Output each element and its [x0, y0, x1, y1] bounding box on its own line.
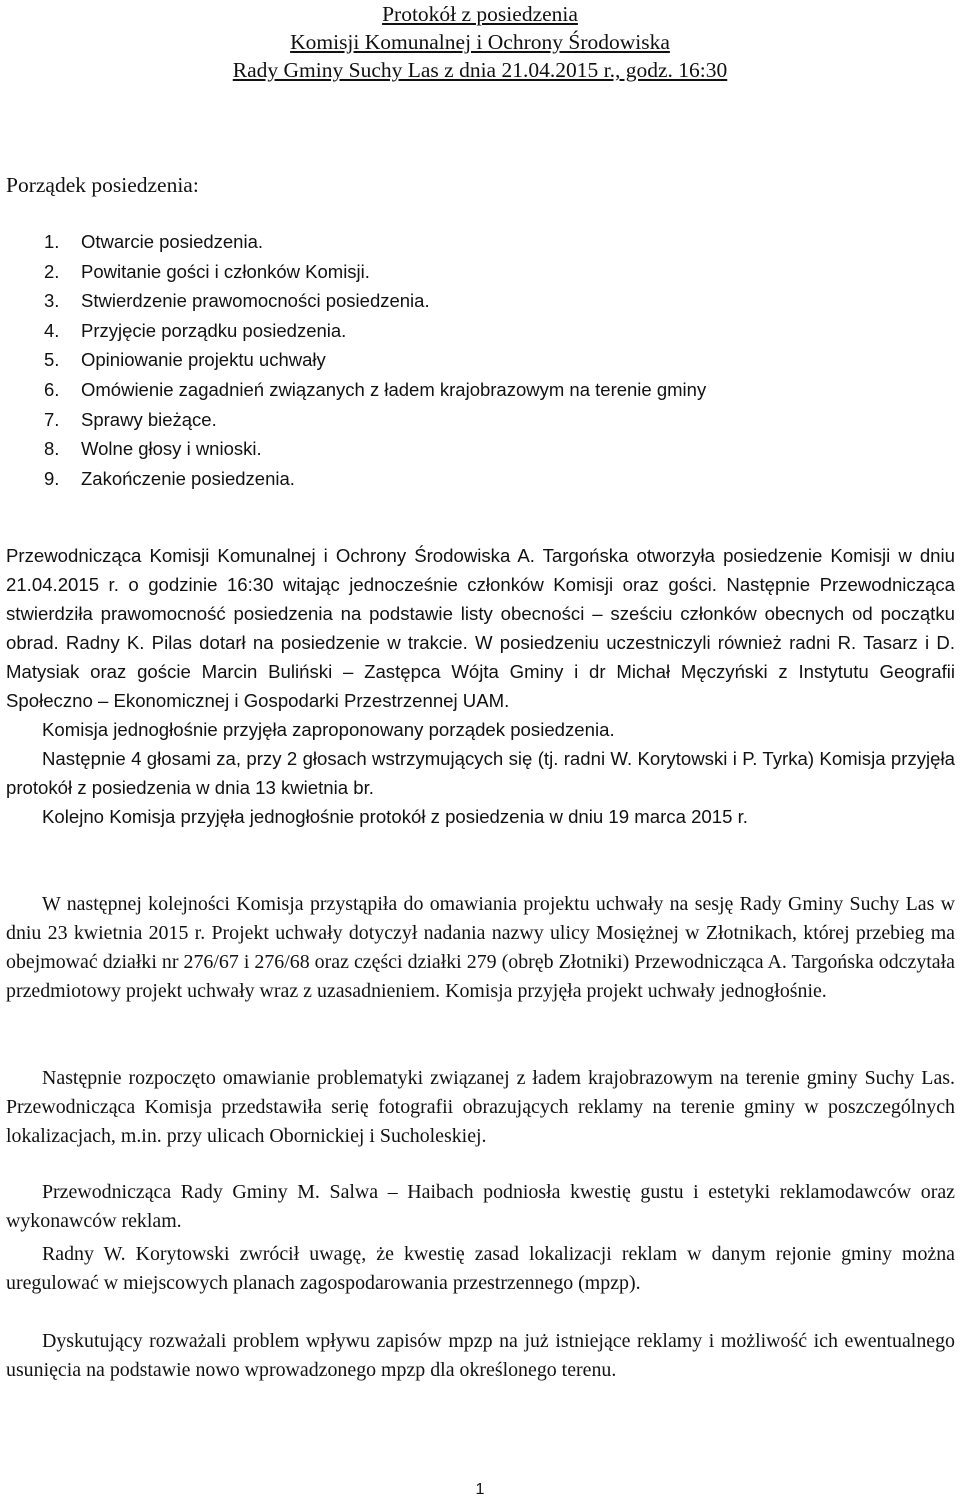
page-number: 1: [475, 1481, 485, 1498]
agenda-item: [0, 345, 706, 375]
agenda-item-text: Stwierdzenie prawomocności posiedzenia.: [81, 290, 430, 312]
paragraph-agenda-accepted: Komisja jednogłośnie przyjęła zaproponowany porządek posiedzenia.: [42, 719, 615, 740]
paragraph-korytowski-text: Radny W. Korytowski zwrócił uwagę, że kwestię zasad lokalizacji reklam w danym rejonie gminy można uregulować w miejscowych planach zagospodarowania przestrzennego (mpzp).: [6, 1243, 955, 1294]
paragraph-resolution: [6, 890, 955, 1006]
agenda-item-text: Powitanie gości i członków Komisji.: [81, 260, 370, 282]
agenda-item-number: 9.: [44, 467, 60, 489]
agenda-item: [0, 257, 706, 287]
agenda-item-number: 2.: [44, 260, 60, 282]
paragraph-protocol-march: Kolejno Komisja przyjęła jednogłośnie protokół z posiedzenia w dniu 19 marca 2015 r.: [42, 806, 748, 827]
agenda-item-number: 7.: [44, 408, 60, 430]
agenda-item-text: Opiniowanie projektu uchwały: [81, 349, 326, 371]
header-committee: Komisji Komunalnej i Ochrony Środowiska: [290, 30, 670, 54]
paragraph-resolution-text: W następnej kolejności Komisja przystąpiła do omawiania projektu uchwały na sesję Rady Gminy Suchy Las w dniu 23 kwietnia 2015 r. Projekt uchwały dotyczył nadania nazwy ulicy Mosiężnej w Złotnikach, której przebieg ma obejmować działki nr 276/67 i 276/68 oraz części działki 279 (obręb Złotniki) Przewodnicząca A. Targońska odczytała przedmiotowy projekt uchwały wraz z uzasadnieniem. Komisja przyjęła projekt uchwały jednogłośnie.: [6, 893, 955, 1002]
agenda-item-number: 6.: [44, 378, 60, 400]
agenda-item-text: Sprawy bieżące.: [81, 408, 217, 430]
paragraph-discussion: [6, 1327, 955, 1385]
paragraph-salwa: [6, 1178, 955, 1236]
paragraph-korytowski: [6, 1240, 955, 1298]
agenda-item: [0, 286, 706, 316]
agenda-list: [0, 227, 706, 493]
paragraph-opening: [6, 541, 955, 831]
paragraph-landscape-text: Następnie rozpoczęto omawianie problematyki związanej z ładem krajobrazowym na terenie gminy Suchy Las. Przewodnicząca Komisja przedstawiła serię fotografii obrazujących reklamy na terenie gminy w poszczególnych lokalizacjach, m.in. przy ulicach Obornickiej i Sucholeskiej.: [6, 1067, 955, 1147]
agenda-item-text: Przyjęcie porządku posiedzenia.: [81, 319, 347, 341]
agenda-item-number: 8.: [44, 438, 60, 460]
agenda-item: [0, 375, 706, 405]
agenda-item-number: 3.: [44, 290, 60, 312]
agenda-item-number: 4.: [44, 319, 60, 341]
agenda-item-text: Otwarcie posiedzenia.: [81, 231, 264, 252]
agenda-item: [0, 405, 706, 435]
agenda-item-number: 5.: [44, 349, 60, 371]
paragraph-salwa-text: Przewodnicząca Rady Gminy M. Salwa – Haibach podniosła kwestię gustu i estetyki reklamodawców oraz wykonawców reklam.: [6, 1181, 955, 1232]
paragraph-protocol-accepted: Następnie 4 głosami za, przy 2 głosach wstrzymujących się (tj. radni W. Korytowski i P. Tyrka) Komisja przyjęła protokół z posiedzenia w dnia 13 kwietnia br.: [6, 748, 955, 798]
agenda-item-number: 1.: [44, 231, 60, 252]
agenda-item-text: Omówienie zagadnień związanych z ładem krajobrazowym na terenie gminy: [81, 378, 707, 400]
header-title: Protokół z posiedzenia: [382, 2, 578, 26]
agenda-item: [0, 434, 706, 464]
agenda-item: [0, 464, 706, 494]
agenda-item: [0, 227, 706, 257]
paragraph-landscape: [6, 1064, 955, 1151]
agenda-heading: Porządek posiedzenia:: [6, 173, 199, 197]
paragraph-discussion-text: Dyskutujący rozważali problem wpływu zapisów mpzp na już istniejące reklamy i możliwość ich ewentualnego usunięcia na podstawie nowo wprowadzonego mpzp dla określonego terenu.: [6, 1330, 955, 1381]
agenda-item: [0, 316, 706, 346]
agenda-item-text: Zakończenie posiedzenia.: [81, 467, 295, 489]
agenda-item-text: Wolne głosy i wnioski.: [81, 438, 262, 460]
paragraph-opening-text: Przewodnicząca Komisji Komunalnej i Ochrony Środowiska A. Targońska otworzyła posiedzenie Komisji w dniu 21.04.2015 r. o godzinie 16:30 witając jednocześnie członków Komisji oraz gości. Następnie Przewodnicząca stwierdziła prawomocność posiedzenia na podstawie listy obecności – sześciu członków obecnych od początku obrad. Radny K. Pilas dotarł na posiedzenie w trakcie. W posiedzeniu uczestniczyli również radni R. Tasarz i D. Matysiak oraz goście Marcin Buliński – Zastępca Wójta Gminy i dr Michał Męczyński z Instytutu Geografii Społeczno – Ekonomicznej i Gospodarki Przestrzennej UAM.: [6, 545, 955, 711]
header-date: Rady Gminy Suchy Las z dnia 21.04.2015 r., godz. 16:30: [232, 58, 728, 82]
document-header: [0, 0, 960, 84]
